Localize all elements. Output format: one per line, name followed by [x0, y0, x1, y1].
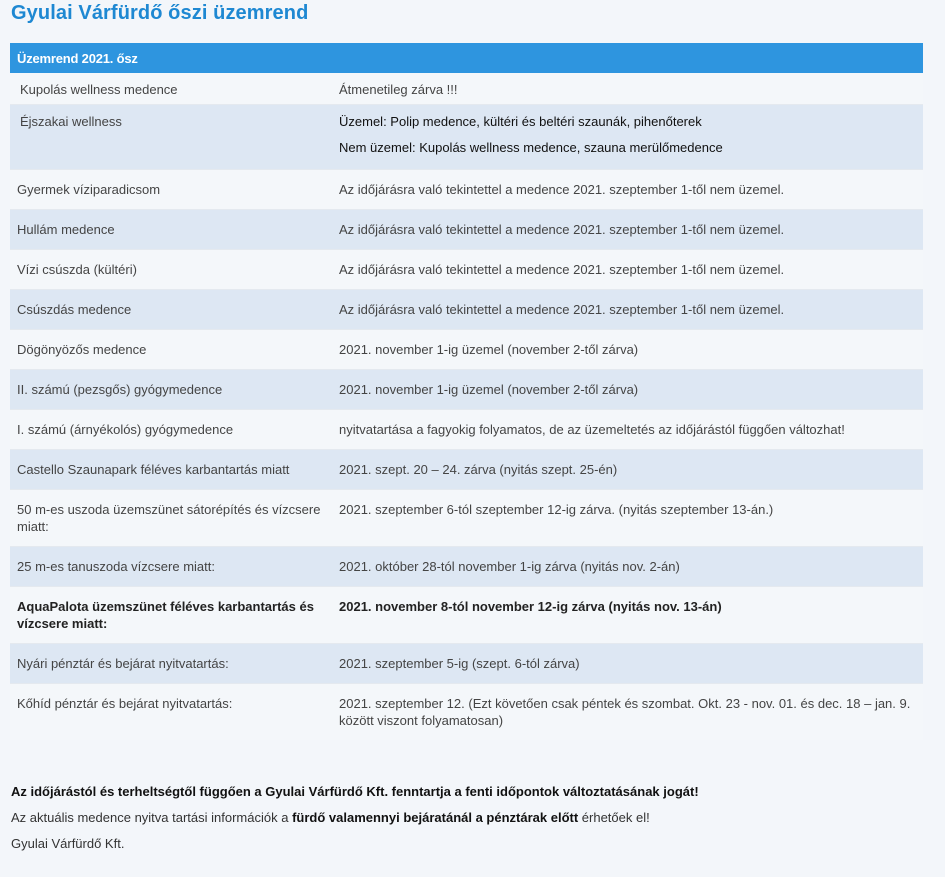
info-text-bold: fürdő valamennyi bejáratánál a pénztárak előtt: [292, 810, 579, 825]
facility-name: Hullám medence: [10, 210, 333, 250]
facility-status: 2021. október 28-tól november 1-ig zárva (nyitás nov. 2-án): [333, 547, 923, 587]
facility-name: 50 m-es uszoda üzemszünet sátorépítés és vízcsere miatt:: [10, 490, 333, 547]
facility-name: Gyermek víziparadicsom: [10, 170, 333, 210]
table-row: [10, 450, 923, 490]
facility-status: Az időjárásra való tekintettel a medence 2021. szeptember 1-től nem üzemel.: [333, 250, 923, 290]
facility-status: 2021. szeptember 5-ig (szept. 6-tól zárva): [333, 644, 923, 684]
status-line-closed: Nem üzemel: Kupolás wellness medence, szauna merülőmedence: [339, 140, 723, 155]
facility-name: AquaPalota üzemszünet féléves karbantartás és vízcsere miatt:: [10, 587, 333, 644]
facility-name: Kőhíd pénztár és bejárat nyitvatartás:: [10, 684, 333, 741]
table-row: [10, 330, 923, 370]
company-signature: Gyulai Várfürdő Kft.: [11, 836, 125, 851]
facility-status: 2021. november 8-tól november 12-ig zárva (nyitás nov. 13-án): [333, 587, 923, 644]
table-header-row: [10, 43, 923, 73]
facility-name: 25 m-es tanuszoda vízcsere miatt:: [10, 547, 333, 587]
table-header: Üzemrend 2021. ősz: [10, 43, 923, 73]
info-text: [11, 809, 699, 826]
facility-name: Nyári pénztár és bejárat nyitvatartás:: [10, 644, 333, 684]
disclaimer-text: Az időjárástól és terheltségtől függően a Gyulai Várfürdő Kft. fenntartja a fenti időpontok változtatásának jogát!: [11, 784, 699, 799]
facility-name: II. számú (pezsgős) gyógymedence: [10, 370, 333, 410]
facility-status: Az időjárásra való tekintettel a medence 2021. szeptember 1-től nem üzemel.: [333, 210, 923, 250]
status-line-open: Üzemel: Polip medence, kültéri és beltéri szaunák, pihenőterek: [339, 114, 702, 129]
footer-notes: [11, 783, 699, 861]
table-row: [10, 587, 923, 644]
facility-name: Éjszakai wellness: [10, 105, 333, 170]
facility-name: Castello Szaunapark féléves karbantartás miatt: [10, 450, 333, 490]
facility-name: Vízi csúszda (kültéri): [10, 250, 333, 290]
facility-name: I. számú (árnyékolós) gyógymedence: [10, 410, 333, 450]
table-row: [10, 644, 923, 684]
facility-status: [333, 105, 923, 170]
facility-status: 2021. szept. 20 – 24. zárva (nyitás szept. 25-én): [333, 450, 923, 490]
table-row: [10, 410, 923, 450]
info-text-post: érhetőek el!: [578, 810, 650, 825]
table-row: [10, 684, 923, 741]
page-title: Gyulai Várfürdő őszi üzemrend: [11, 2, 309, 24]
facility-status: 2021. november 1-ig üzemel (november 2-től zárva): [333, 370, 923, 410]
table-row: [10, 490, 923, 547]
facility-status: Az időjárásra való tekintettel a medence 2021. szeptember 1-től nem üzemel.: [333, 290, 923, 330]
facility-status: 2021. november 1-ig üzemel (november 2-től zárva): [333, 330, 923, 370]
schedule-table: [10, 43, 923, 740]
facility-status: nyitvatartása a fagyokig folyamatos, de az üzemeltetés az időjárástól függően változhat!: [333, 410, 923, 450]
table-row: [10, 210, 923, 250]
facility-name: Csúszdás medence: [10, 290, 333, 330]
facility-status: 2021. szeptember 12. (Ezt követően csak péntek és szombat. Okt. 23 - nov. 01. és dec. 18 – jan. 9. között viszont folyamatosan): [333, 684, 923, 741]
table-row: [10, 73, 923, 105]
facility-name: Kupolás wellness medence: [10, 73, 333, 105]
facility-status: 2021. szeptember 6-tól szeptember 12-ig zárva. (nyitás szeptember 13-án.): [333, 490, 923, 547]
info-text-pre: Az aktuális medence nyitva tartási információk a: [11, 810, 293, 825]
table-row: [10, 105, 923, 170]
table-row: [10, 547, 923, 587]
table-row: [10, 170, 923, 210]
facility-status: Az időjárásra való tekintettel a medence 2021. szeptember 1-től nem üzemel.: [333, 170, 923, 210]
facility-status: Átmenetileg zárva !!!: [333, 73, 923, 105]
table-row: [10, 290, 923, 330]
facility-name: Dögönyözős medence: [10, 330, 333, 370]
table-row: [10, 250, 923, 290]
table-row: [10, 370, 923, 410]
